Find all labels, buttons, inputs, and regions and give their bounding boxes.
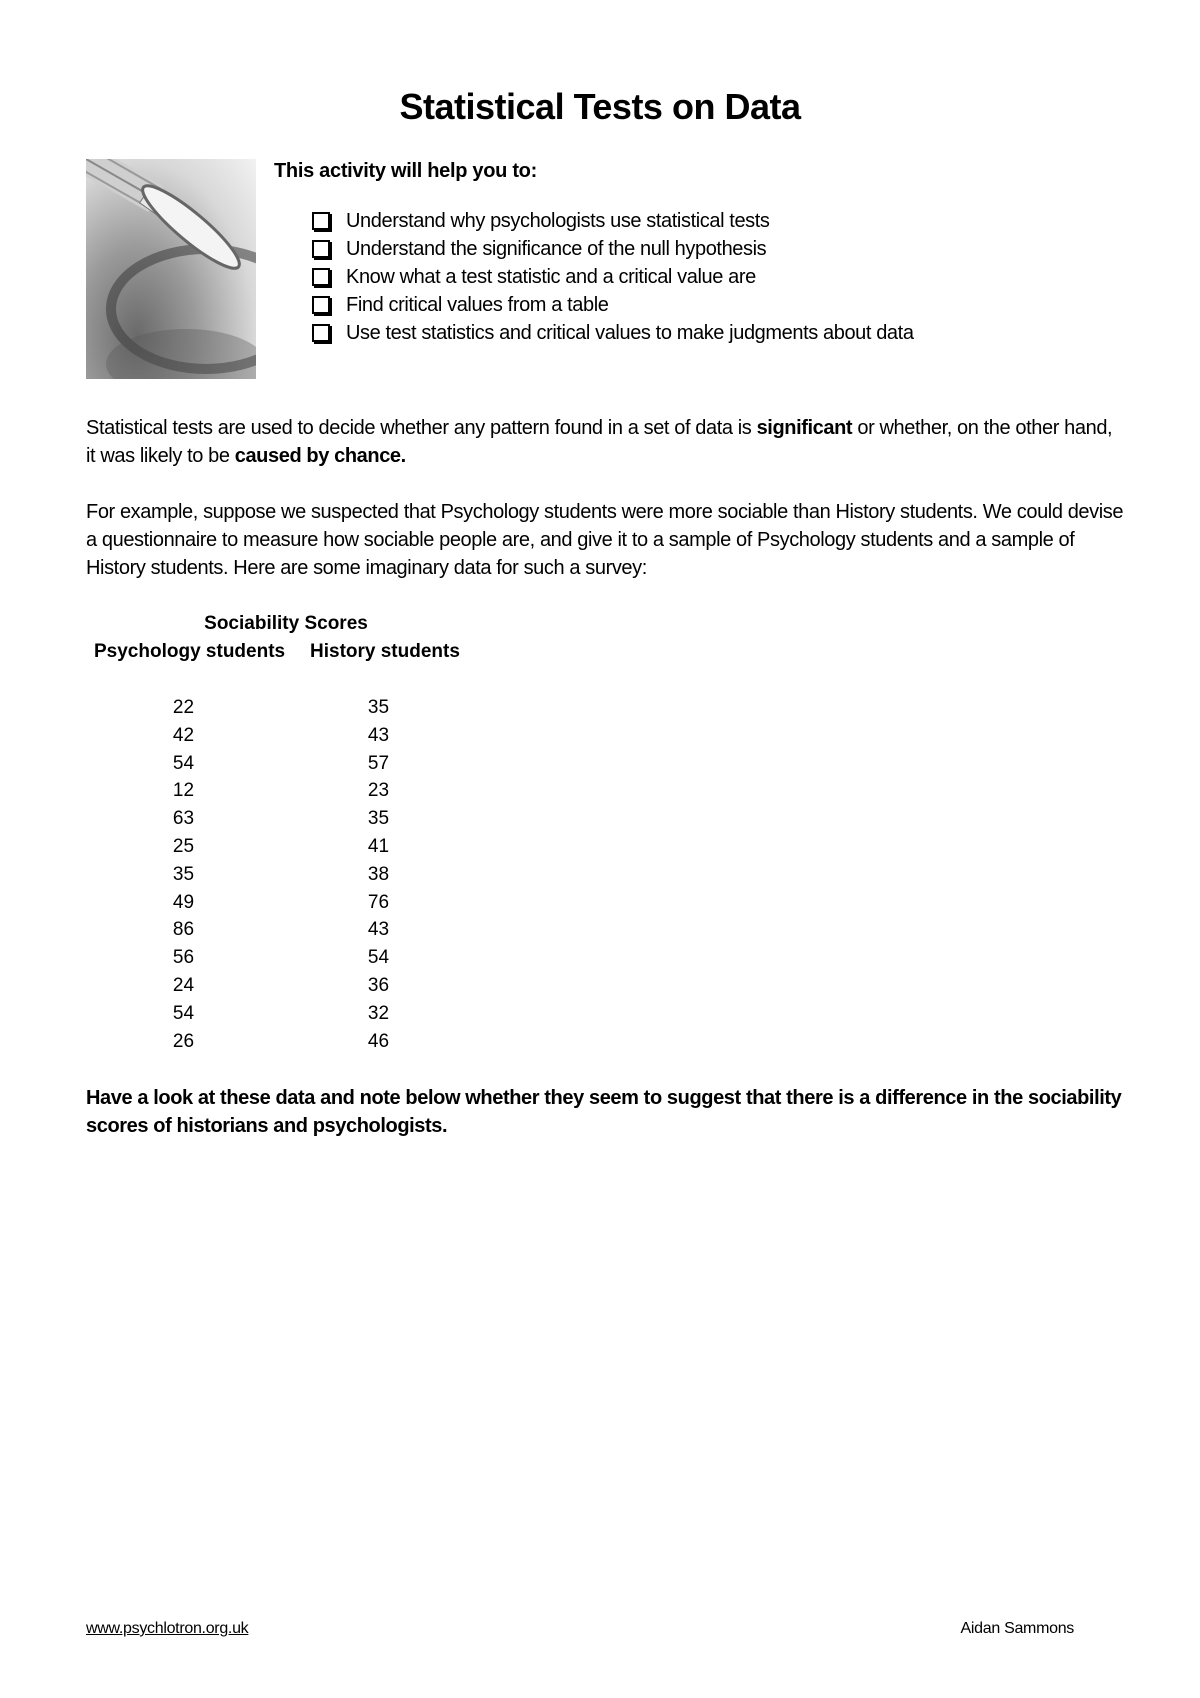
objective-text: Understand the significance of the null hypothesis: [346, 237, 767, 260]
intro-text-3: .: [400, 445, 406, 467]
objective-item: [312, 207, 1134, 235]
psychology-score-cell: 56: [172, 947, 195, 969]
objectives-box: [274, 160, 1134, 347]
checkbox-icon: [312, 240, 330, 258]
objective-text: Use test statistics and critical values to make judgments about data: [346, 321, 914, 344]
history-score-cell: 32: [367, 1002, 390, 1024]
sociability-scores-table: [86, 610, 490, 1055]
table-row: [86, 722, 490, 750]
objective-item: [312, 263, 1134, 291]
history-score-cell: 43: [367, 919, 390, 941]
psychology-score-cell: 24: [172, 974, 195, 996]
history-score-cell: 76: [367, 891, 390, 913]
history-score-cell: 46: [367, 1030, 390, 1052]
objective-text: Find critical values from a table: [346, 293, 609, 316]
table-row: [86, 750, 490, 778]
footer-author: Aidan Sammons: [960, 1620, 1074, 1637]
objective-text: Know what a test statistic and a critical value are: [346, 265, 756, 288]
objective-item: [312, 319, 1134, 347]
psychology-score-cell: 22: [172, 697, 195, 718]
task-instruction: Have a look at these data and note below whether they seem to suggest that there is a difference in the sociability scores of historians and psychologists.: [86, 1087, 1122, 1137]
objective-item: [312, 291, 1134, 319]
table-caption: Sociability Scores: [204, 613, 368, 634]
objectives-heading: This activity will help you to:: [274, 160, 537, 182]
psychology-score-cell: 54: [172, 752, 195, 774]
history-score-cell: 23: [367, 780, 390, 802]
table-row: [86, 972, 490, 1000]
intro-bold-chance: caused by chance: [234, 445, 401, 467]
checkbox-icon: [312, 324, 330, 342]
history-score-cell: 35: [367, 808, 390, 830]
psychology-score-cell: 35: [172, 863, 195, 885]
history-score-cell: 57: [367, 752, 390, 774]
table-row: [86, 944, 490, 972]
psychology-score-cell: 63: [172, 808, 195, 830]
table-row: [86, 889, 490, 917]
table-header-row: [86, 638, 490, 666]
checkbox-icon: [312, 268, 330, 286]
table-row: [86, 777, 490, 805]
history-score-cell: 35: [367, 697, 390, 718]
objective-list: [274, 207, 1134, 347]
column-header-history: History students: [310, 641, 460, 662]
table-row: [86, 1028, 490, 1056]
psychology-score-cell: 54: [172, 1002, 195, 1024]
table-row: [86, 861, 490, 889]
table-body: [86, 694, 490, 1055]
magnifying-glass-image: [86, 159, 256, 379]
intro-paragraph: [86, 414, 1126, 470]
history-score-cell: 36: [367, 974, 390, 996]
column-header-psychology: Psychology students: [94, 641, 286, 662]
table-row: [86, 916, 490, 944]
psychology-score-cell: 12: [172, 780, 195, 802]
psychology-score-cell: 42: [172, 724, 195, 746]
footer-website-link[interactable]: www.psychlotron.org.uk: [86, 1620, 249, 1637]
psychology-score-cell: 26: [172, 1030, 195, 1052]
page-title: Statistical Tests on Data: [399, 86, 801, 127]
example-paragraph: For example, suppose we suspected that Psychology students were more sociable than History students. We could devise a questionnaire to measure how sociable people are, and give it to a sample of Psychology students and a sample of History students. Here are some imaginary data for such a survey:: [86, 501, 1124, 579]
psychology-score-cell: 86: [172, 919, 195, 941]
table-row: [86, 694, 490, 722]
history-score-cell: 38: [367, 863, 390, 885]
history-score-cell: 41: [367, 835, 390, 857]
history-score-cell: 43: [367, 724, 390, 746]
intro-bold-significant: significant: [756, 417, 853, 439]
table-row: [86, 1000, 490, 1028]
psychology-score-cell: 25: [172, 835, 195, 857]
history-score-cell: 54: [367, 947, 390, 969]
objective-text: Understand why psychologists use statistical tests: [346, 209, 770, 232]
objective-item: [312, 235, 1134, 263]
psychology-score-cell: 49: [172, 891, 195, 913]
intro-text-2: or whether, on the other hand, it was likely to be: [86, 417, 1113, 467]
table-row: [86, 833, 490, 861]
checkbox-icon: [312, 212, 330, 230]
checkbox-icon: [312, 296, 330, 314]
intro-text-1: Statistical tests are used to decide whether any pattern found in a set of data is: [86, 417, 757, 439]
table-row: [86, 805, 490, 833]
